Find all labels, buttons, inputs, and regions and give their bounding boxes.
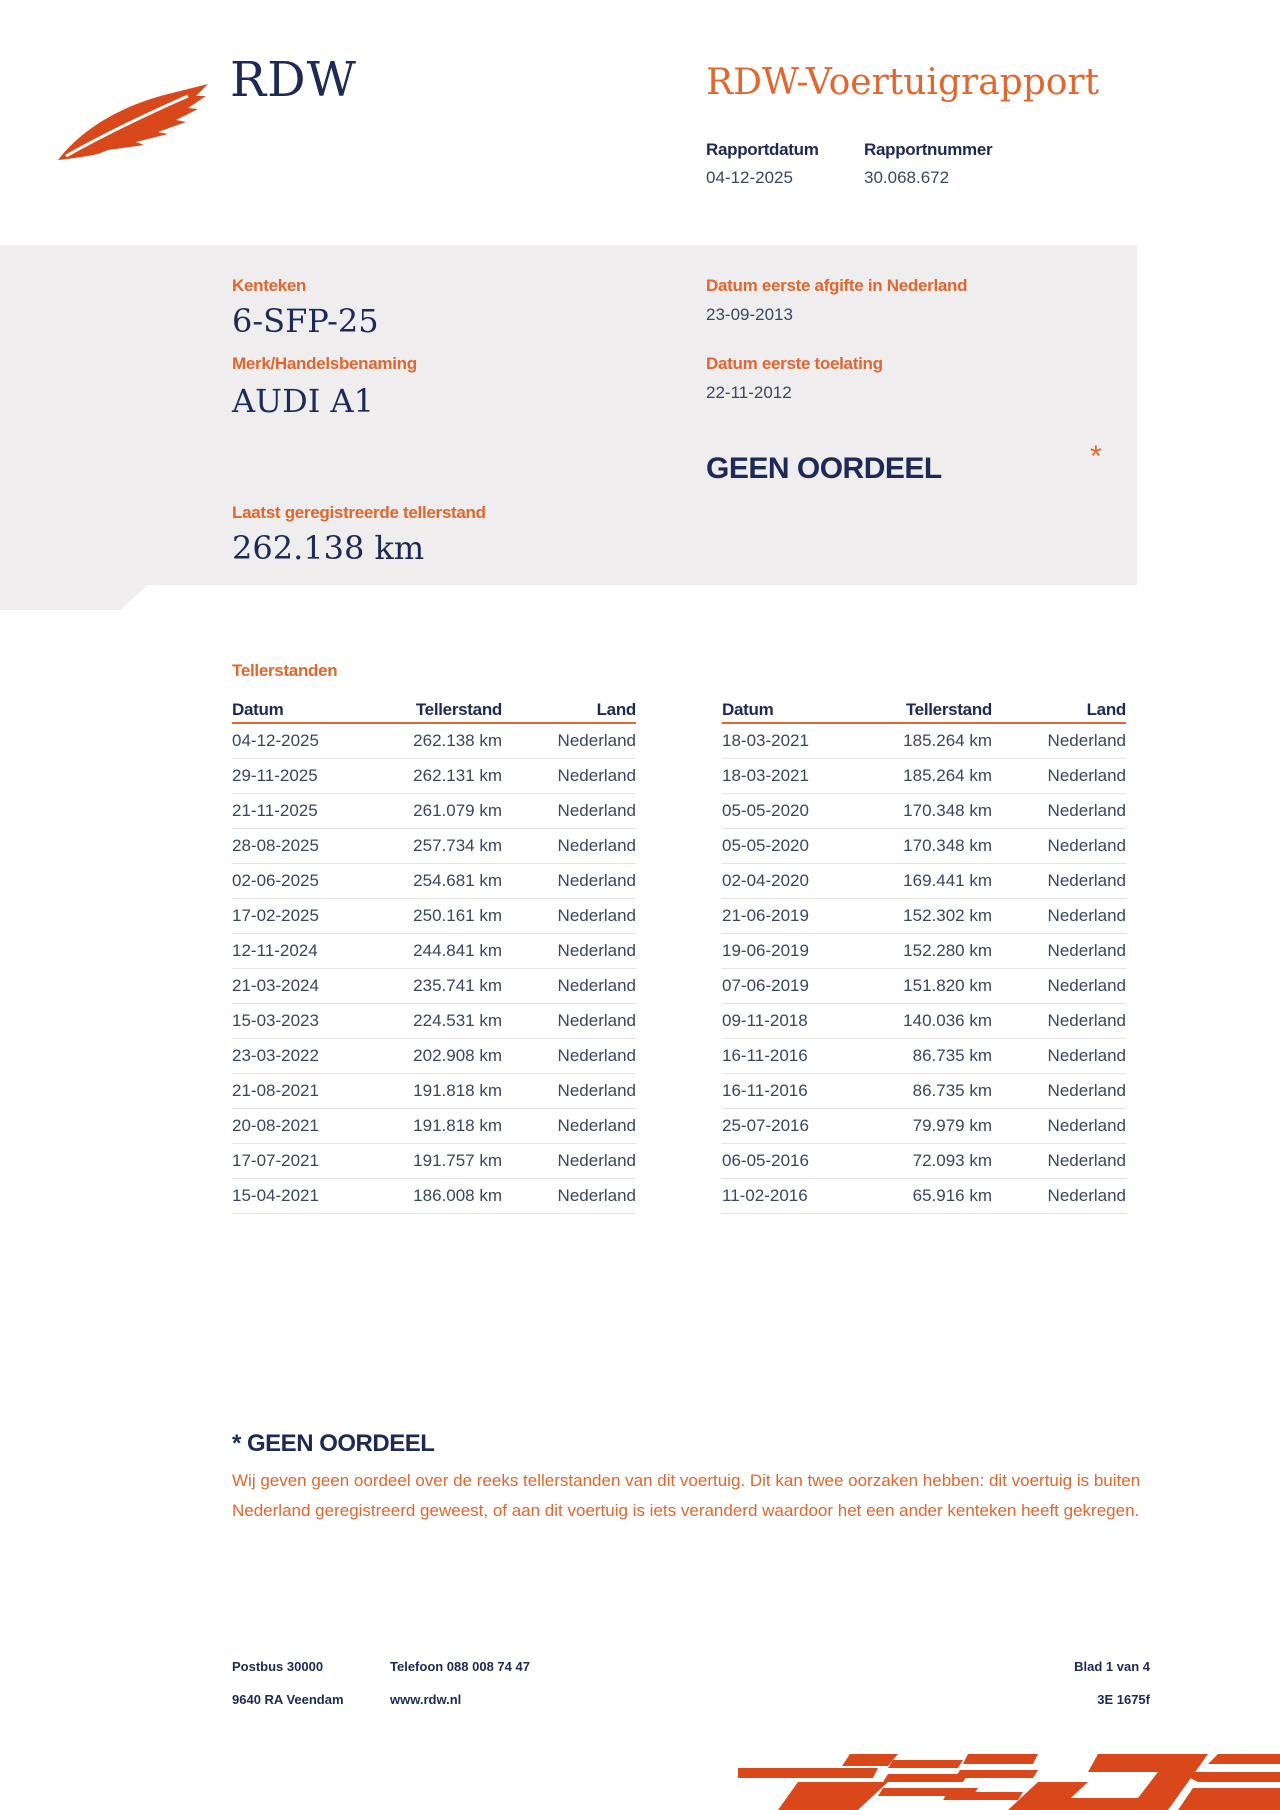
verdict-star-icon: *: [1090, 440, 1102, 473]
cell-reading: 257.734 km: [362, 829, 502, 864]
cell-country: Nederland: [992, 829, 1126, 864]
table-row: [722, 829, 1126, 864]
col-header-country: Land: [992, 688, 1126, 723]
footer-phone: Telefoon 088 008 74 47: [390, 1659, 530, 1674]
cell-date: 09-11-2018: [722, 1004, 852, 1039]
cell-reading: 152.280 km: [852, 934, 992, 969]
logo-text: RDW: [230, 52, 357, 108]
cell-date: 18-03-2021: [722, 759, 852, 794]
cell-reading: 65.916 km: [852, 1179, 992, 1214]
cell-date: 21-11-2025: [232, 794, 362, 829]
footer-page-number: Blad 1 van 4: [1074, 1659, 1150, 1674]
cell-country: Nederland: [992, 969, 1126, 1004]
cell-date: 25-07-2016: [722, 1109, 852, 1144]
panel-notch: [0, 583, 150, 610]
footer-website-link[interactable]: www.rdw.nl: [390, 1692, 462, 1707]
cell-country: Nederland: [502, 794, 636, 829]
table-row: [232, 1074, 636, 1109]
table-row: [232, 1039, 636, 1074]
cell-date: 21-03-2024: [232, 969, 362, 1004]
cell-country: Nederland: [992, 1109, 1126, 1144]
cell-country: Nederland: [992, 864, 1126, 899]
cell-date: 17-02-2025: [232, 899, 362, 934]
cell-country: Nederland: [502, 1109, 636, 1144]
cell-country: Nederland: [502, 1074, 636, 1109]
cell-date: 12-11-2024: [232, 934, 362, 969]
footnote-text: Wij geven geen oordeel over de reeks tellerstanden van dit voertuig. Dit kan twee oorzaken hebben: dit voertuig is buiten Nederland geregistreerd geweest, of aan dit voertuig is iets veranderd waardoor het een ander kenteken heeft gekregen.: [232, 1471, 1141, 1520]
cell-reading: 169.441 km: [852, 864, 992, 899]
cell-reading: 244.841 km: [362, 934, 502, 969]
cell-date: 02-04-2020: [722, 864, 852, 899]
cell-country: Nederland: [992, 934, 1126, 969]
table-row: [722, 759, 1126, 794]
table-row: [232, 1179, 636, 1214]
cell-date: 06-05-2016: [722, 1144, 852, 1179]
table-row: [232, 794, 636, 829]
first-issue-nl-label: Datum eerste afgifte in Nederland: [706, 276, 968, 295]
rdw-feather-logo-icon: [58, 82, 208, 162]
cell-country: Nederland: [502, 1179, 636, 1214]
footer-code: 3E 1675f: [1097, 1692, 1150, 1707]
cell-country: Nederland: [502, 864, 636, 899]
cell-country: Nederland: [502, 759, 636, 794]
cell-reading: 170.348 km: [852, 829, 992, 864]
cell-country: Nederland: [992, 899, 1126, 934]
table-row: [232, 969, 636, 1004]
cell-reading: 72.093 km: [852, 1144, 992, 1179]
cell-reading: 79.979 km: [852, 1109, 992, 1144]
odometer-table-left: [232, 688, 636, 1214]
cell-date: 19-06-2019: [722, 934, 852, 969]
cell-country: Nederland: [992, 1179, 1126, 1214]
cell-reading: 151.820 km: [852, 969, 992, 1004]
table-row: [232, 1144, 636, 1179]
table-row: [232, 759, 636, 794]
cell-date: 11-02-2016: [722, 1179, 852, 1214]
brand-value: AUDI A1: [232, 382, 375, 420]
cell-country: Nederland: [992, 1144, 1126, 1179]
decorative-stripes-icon: [738, 1752, 1280, 1810]
cell-date: 15-04-2021: [232, 1179, 362, 1214]
table-row: [722, 934, 1126, 969]
footer-postal-city: 9640 RA Veendam: [232, 1692, 344, 1707]
cell-country: Nederland: [992, 759, 1126, 794]
cell-reading: 186.008 km: [362, 1179, 502, 1214]
cell-date: 23-03-2022: [232, 1039, 362, 1074]
cell-country: Nederland: [502, 829, 636, 864]
footer-po-box: Postbus 30000: [232, 1659, 324, 1674]
report-date-label: Rapportdatum: [706, 140, 819, 159]
cell-date: 15-03-2023: [232, 1004, 362, 1039]
table-row: [722, 723, 1126, 759]
cell-country: Nederland: [502, 899, 636, 934]
last-odometer-label: Laatst geregistreerde tellerstand: [232, 503, 486, 522]
cell-date: 21-06-2019: [722, 899, 852, 934]
report-title: RDW-Voertuigrapport: [706, 62, 1100, 103]
table-row: [232, 934, 636, 969]
cell-country: Nederland: [502, 723, 636, 759]
table-row: [232, 864, 636, 899]
cell-date: 16-11-2016: [722, 1039, 852, 1074]
cell-reading: 86.735 km: [852, 1039, 992, 1074]
col-header-reading: Tellerstand: [362, 688, 502, 723]
cell-country: Nederland: [502, 969, 636, 1004]
table-row: [232, 899, 636, 934]
report-number-label: Rapportnummer: [864, 140, 993, 159]
col-header-date: Datum: [722, 688, 852, 723]
cell-country: Nederland: [992, 1004, 1126, 1039]
table-row: [232, 829, 636, 864]
first-admission-value: 22-11-2012: [706, 383, 792, 402]
cell-date: 17-07-2021: [232, 1144, 362, 1179]
cell-country: Nederland: [502, 934, 636, 969]
cell-date: 04-12-2025: [232, 723, 362, 759]
cell-reading: 250.161 km: [362, 899, 502, 934]
table-row: [722, 864, 1126, 899]
cell-reading: 262.138 km: [362, 723, 502, 759]
col-header-reading: Tellerstand: [852, 688, 992, 723]
plate-label: Kenteken: [232, 276, 307, 295]
cell-date: 02-06-2025: [232, 864, 362, 899]
cell-country: Nederland: [502, 1039, 636, 1074]
col-header-date: Datum: [232, 688, 362, 723]
cell-reading: 185.264 km: [852, 723, 992, 759]
cell-reading: 254.681 km: [362, 864, 502, 899]
table-row: [232, 723, 636, 759]
plate-value: 6-SFP-25: [232, 302, 379, 340]
cell-reading: 202.908 km: [362, 1039, 502, 1074]
cell-country: Nederland: [992, 723, 1126, 759]
table-row: [232, 1004, 636, 1039]
last-odometer-value: 262.138 km: [232, 529, 425, 567]
cell-date: 28-08-2025: [232, 829, 362, 864]
cell-reading: 152.302 km: [852, 899, 992, 934]
table-row: [722, 899, 1126, 934]
cell-reading: 261.079 km: [362, 794, 502, 829]
col-header-country: Land: [502, 688, 636, 723]
report-number: 30.068.672: [864, 168, 950, 187]
cell-reading: 86.735 km: [852, 1074, 992, 1109]
first-admission-label: Datum eerste toelating: [706, 354, 883, 373]
cell-reading: 191.818 km: [362, 1109, 502, 1144]
table-row: [722, 1109, 1126, 1144]
table-row: [232, 1109, 636, 1144]
cell-date: 29-11-2025: [232, 759, 362, 794]
verdict: GEEN OORDEEL: [706, 452, 942, 485]
cell-date: 20-08-2021: [232, 1109, 362, 1144]
cell-date: 05-05-2020: [722, 829, 852, 864]
brand-label: Merk/Handelsbenaming: [232, 354, 417, 373]
table-row: [722, 1039, 1126, 1074]
cell-country: Nederland: [502, 1144, 636, 1179]
cell-date: 21-08-2021: [232, 1074, 362, 1109]
cell-country: Nederland: [992, 1074, 1126, 1109]
cell-country: Nederland: [502, 1004, 636, 1039]
report-date: 04-12-2025: [706, 168, 793, 187]
table-row: [722, 794, 1126, 829]
table-row: [722, 1074, 1126, 1109]
cell-reading: 224.531 km: [362, 1004, 502, 1039]
table-row: [722, 1179, 1126, 1214]
cell-country: Nederland: [992, 1039, 1126, 1074]
first-issue-nl-value: 23-09-2013: [706, 305, 793, 324]
footnote-title: * GEEN OORDEEL: [232, 1430, 435, 1457]
cell-date: 05-05-2020: [722, 794, 852, 829]
cell-date: 18-03-2021: [722, 723, 852, 759]
table-row: [722, 1144, 1126, 1179]
cell-reading: 262.131 km: [362, 759, 502, 794]
cell-date: 16-11-2016: [722, 1074, 852, 1109]
cell-reading: 140.036 km: [852, 1004, 992, 1039]
table-row: [722, 969, 1126, 1004]
cell-reading: 235.741 km: [362, 969, 502, 1004]
cell-reading: 191.757 km: [362, 1144, 502, 1179]
odometer-table-right: [722, 688, 1126, 1214]
cell-reading: 170.348 km: [852, 794, 992, 829]
cell-country: Nederland: [992, 794, 1126, 829]
table-row: [722, 1004, 1126, 1039]
cell-date: 07-06-2019: [722, 969, 852, 1004]
cell-reading: 191.818 km: [362, 1074, 502, 1109]
odometer-section-title: Tellerstanden: [232, 661, 338, 680]
vehicle-summary-panel: [0, 245, 1137, 585]
cell-reading: 185.264 km: [852, 759, 992, 794]
